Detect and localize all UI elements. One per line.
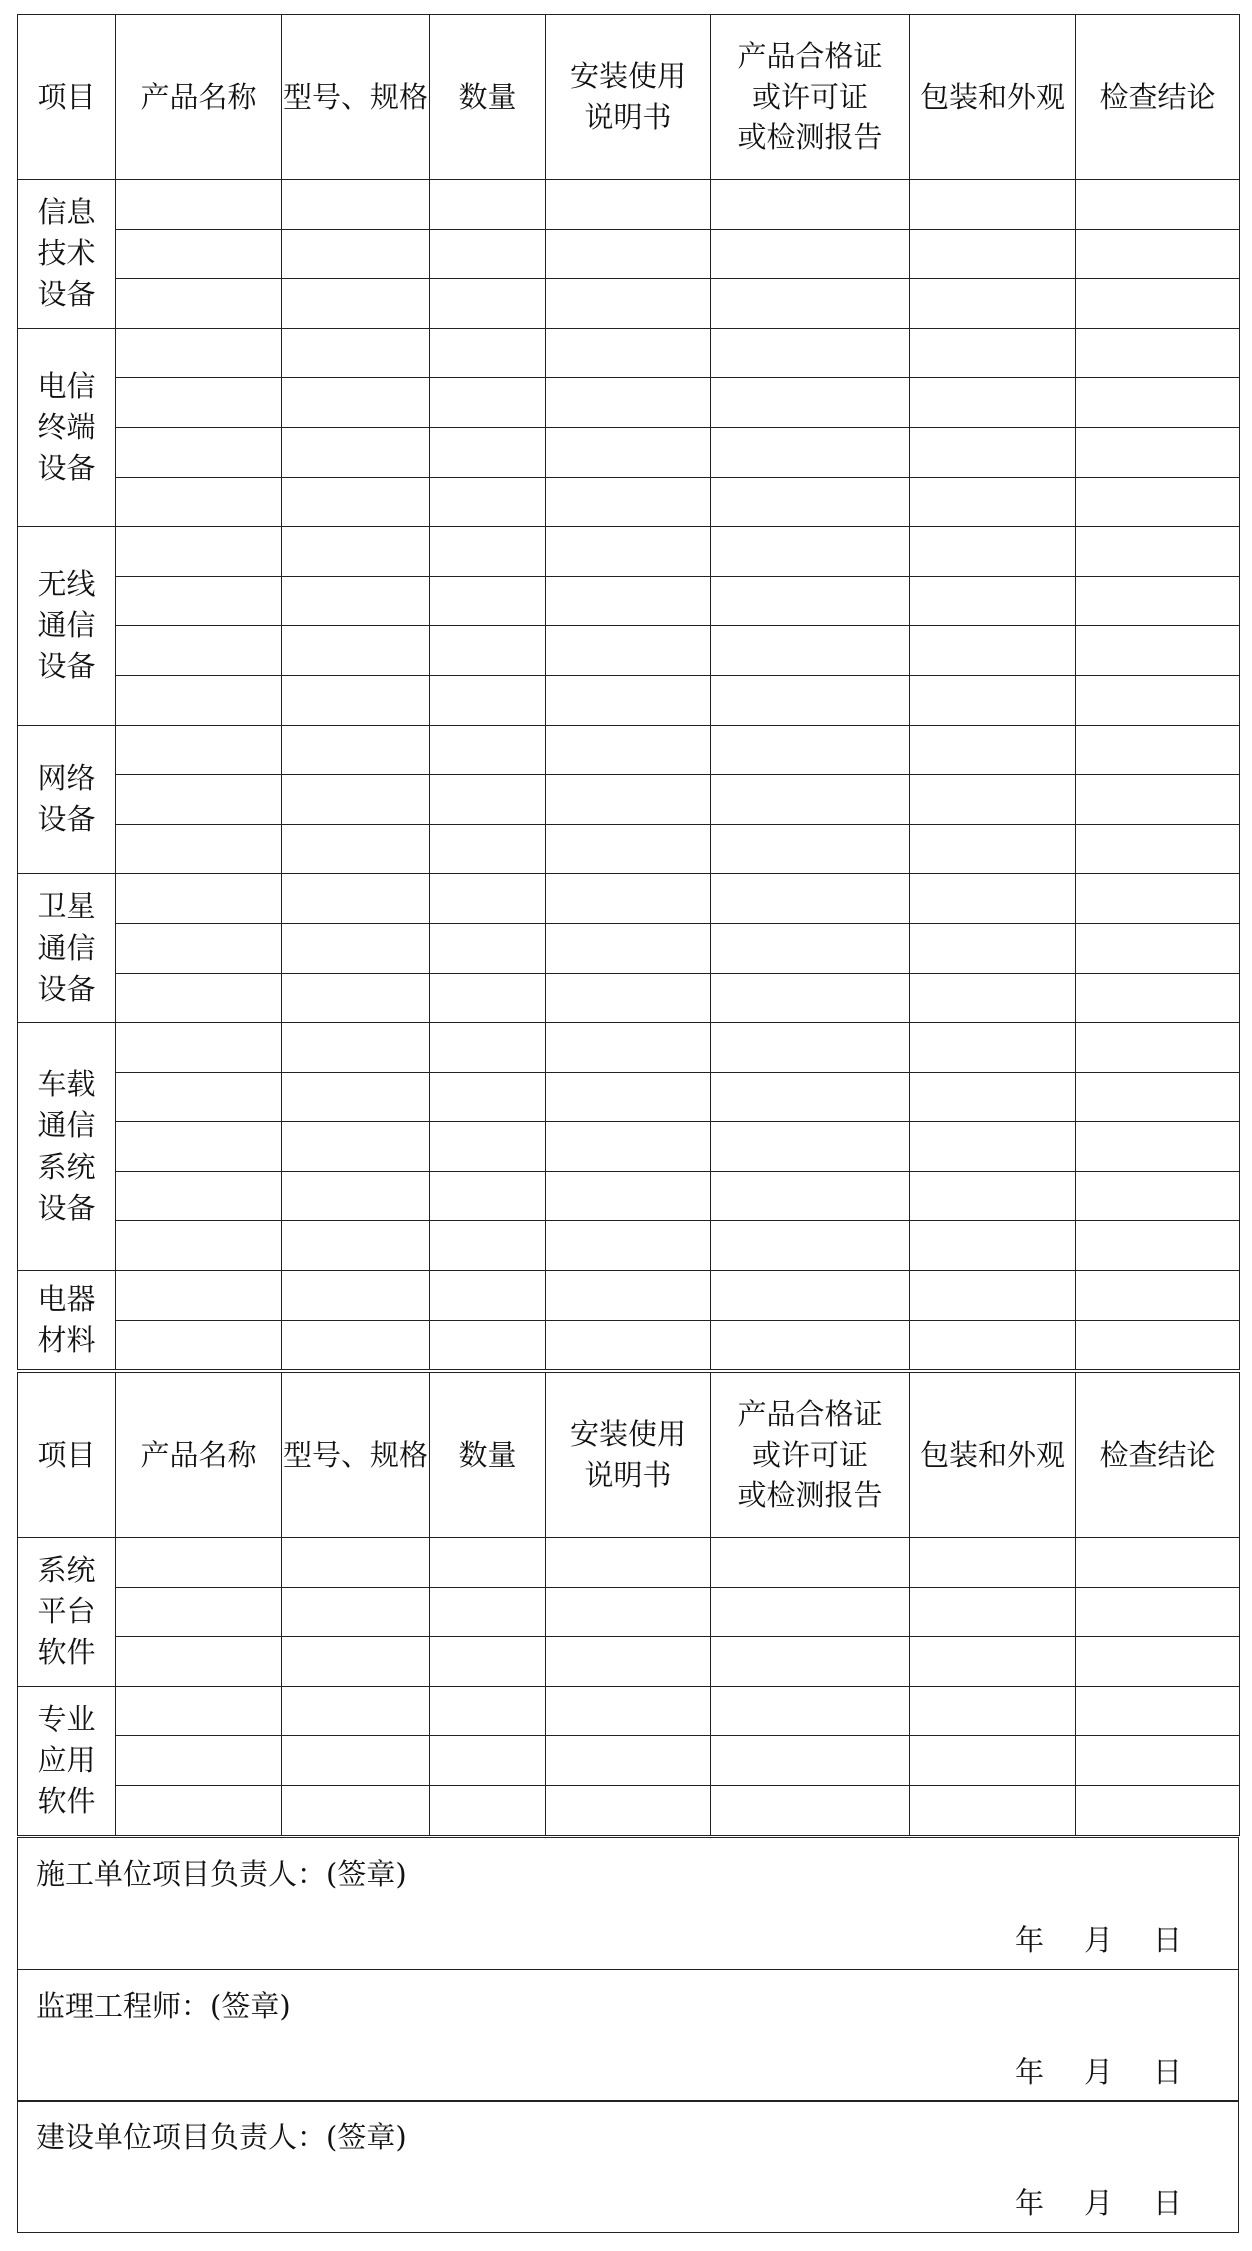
date-year-label: 年 xyxy=(1014,1923,1044,1957)
entry-cell-model-spec[interactable] xyxy=(282,1122,430,1172)
entry-cell-certificate[interactable] xyxy=(711,279,910,329)
entry-cell-quantity[interactable] xyxy=(430,1587,546,1637)
table-row xyxy=(18,1072,1240,1122)
entry-cell-model-spec[interactable] xyxy=(282,1637,430,1687)
entry-cell-packaging[interactable] xyxy=(910,527,1076,577)
entry-cell-manual[interactable] xyxy=(546,1686,711,1736)
entry-cell-certificate[interactable] xyxy=(711,1320,910,1370)
entry-cell-packaging[interactable] xyxy=(910,1171,1076,1221)
entry-cell-certificate[interactable] xyxy=(711,527,910,577)
entry-cell-quantity[interactable] xyxy=(430,1271,546,1321)
entry-cell-product-name[interactable] xyxy=(116,973,282,1023)
entry-cell-model-spec[interactable] xyxy=(282,378,430,428)
entry-cell-packaging[interactable] xyxy=(910,1072,1076,1122)
entry-cell-packaging[interactable] xyxy=(910,775,1076,825)
entry-cell-certificate[interactable] xyxy=(711,675,910,725)
entry-cell-certificate[interactable] xyxy=(711,1785,910,1835)
table-row xyxy=(18,477,1240,527)
entry-cell-quantity[interactable] xyxy=(430,1637,546,1687)
table-row xyxy=(18,279,1240,329)
entry-cell-conclusion[interactable] xyxy=(1076,1637,1240,1687)
entry-cell-model-spec[interactable] xyxy=(282,427,430,477)
entry-cell-product-name[interactable] xyxy=(116,923,282,973)
date-day-label: 日 xyxy=(1152,2186,1182,2220)
signature-label: 监理工程师：(签章) xyxy=(36,1988,291,2023)
entry-cell-manual[interactable] xyxy=(546,1072,711,1122)
entry-cell-product-name[interactable] xyxy=(116,527,282,577)
column-header-packaging: 包装和外观 xyxy=(910,1373,1076,1538)
category-label: 信息 技术 设备 xyxy=(18,180,116,329)
entry-cell-manual[interactable] xyxy=(546,923,711,973)
category-label: 电器 材料 xyxy=(18,1271,116,1370)
entry-cell-conclusion[interactable] xyxy=(1076,1023,1240,1073)
entry-cell-manual[interactable] xyxy=(546,874,711,924)
table-row xyxy=(18,427,1240,477)
entry-cell-conclusion[interactable] xyxy=(1076,775,1240,825)
entry-cell-certificate[interactable] xyxy=(711,874,910,924)
entry-cell-packaging[interactable] xyxy=(910,229,1076,279)
entry-cell-manual[interactable] xyxy=(546,1122,711,1172)
entry-cell-quantity[interactable] xyxy=(430,527,546,577)
signature-label: 施工单位项目负责人：(签章) xyxy=(36,1857,407,1891)
entry-cell-quantity[interactable] xyxy=(430,725,546,775)
entry-cell-manual[interactable] xyxy=(546,576,711,626)
entry-cell-product-name[interactable] xyxy=(116,626,282,676)
table-row xyxy=(18,824,1240,874)
entry-cell-certificate[interactable] xyxy=(711,229,910,279)
category-label: 专业 应用 软件 xyxy=(18,1686,116,1835)
date-month-label: 月 xyxy=(1083,1923,1113,1957)
entry-cell-quantity[interactable] xyxy=(430,1736,546,1786)
column-header-model-spec: 型号、规格 xyxy=(282,1373,430,1538)
entry-cell-packaging[interactable] xyxy=(910,675,1076,725)
entry-cell-model-spec[interactable] xyxy=(282,1320,430,1370)
entry-cell-quantity[interactable] xyxy=(430,328,546,378)
table-row xyxy=(18,576,1240,626)
entry-cell-product-name[interactable] xyxy=(116,328,282,378)
entry-cell-certificate[interactable] xyxy=(711,973,910,1023)
entry-cell-packaging[interactable] xyxy=(910,1320,1076,1370)
entry-cell-manual[interactable] xyxy=(546,1587,711,1637)
entry-cell-model-spec[interactable] xyxy=(282,1686,430,1736)
entry-cell-conclusion[interactable] xyxy=(1076,626,1240,676)
entry-cell-certificate[interactable] xyxy=(711,923,910,973)
entry-cell-quantity[interactable] xyxy=(430,576,546,626)
entry-cell-packaging[interactable] xyxy=(910,824,1076,874)
entry-cell-model-spec[interactable] xyxy=(282,1221,430,1271)
entry-cell-model-spec[interactable] xyxy=(282,180,430,230)
entry-cell-product-name[interactable] xyxy=(116,576,282,626)
entry-cell-packaging[interactable] xyxy=(910,1538,1076,1588)
entry-cell-product-name[interactable] xyxy=(116,378,282,428)
entry-cell-certificate[interactable] xyxy=(711,1171,910,1221)
entry-cell-quantity[interactable] xyxy=(430,1023,546,1073)
entry-cell-manual[interactable] xyxy=(546,527,711,577)
entry-cell-quantity[interactable] xyxy=(430,824,546,874)
entry-cell-certificate[interactable] xyxy=(711,725,910,775)
table-row xyxy=(18,378,1240,428)
entry-cell-packaging[interactable] xyxy=(910,874,1076,924)
date-month-label: 月 xyxy=(1083,2054,1113,2089)
entry-cell-model-spec[interactable] xyxy=(282,1271,430,1321)
entry-cell-packaging[interactable] xyxy=(910,427,1076,477)
entry-cell-model-spec[interactable] xyxy=(282,1587,430,1637)
entry-cell-model-spec[interactable] xyxy=(282,874,430,924)
entry-cell-model-spec[interactable] xyxy=(282,1023,430,1073)
entry-cell-certificate[interactable] xyxy=(711,1221,910,1271)
entry-cell-packaging[interactable] xyxy=(910,1587,1076,1637)
column-header-model-spec: 型号、规格 xyxy=(282,15,430,180)
entry-cell-manual[interactable] xyxy=(546,1736,711,1786)
table-row xyxy=(18,1271,1240,1321)
entry-cell-manual[interactable] xyxy=(546,1637,711,1687)
entry-cell-packaging[interactable] xyxy=(910,1637,1076,1687)
entry-cell-conclusion[interactable] xyxy=(1076,1785,1240,1835)
entry-cell-conclusion[interactable] xyxy=(1076,1171,1240,1221)
entry-cell-manual[interactable] xyxy=(546,180,711,230)
table-row xyxy=(18,775,1240,825)
header-row xyxy=(18,1373,1240,1538)
entry-cell-packaging[interactable] xyxy=(910,1686,1076,1736)
signature-block xyxy=(17,1969,1239,2102)
column-header-item: 项目 xyxy=(18,15,116,180)
table-row xyxy=(18,973,1240,1023)
table-row xyxy=(18,1320,1240,1370)
entry-cell-conclusion[interactable] xyxy=(1076,824,1240,874)
header-row xyxy=(18,15,1240,180)
entry-cell-conclusion[interactable] xyxy=(1076,1736,1240,1786)
entry-cell-certificate[interactable] xyxy=(711,1072,910,1122)
equipment-inspection-table-1 xyxy=(17,14,1240,1370)
entry-cell-packaging[interactable] xyxy=(910,923,1076,973)
entry-cell-model-spec[interactable] xyxy=(282,279,430,329)
entry-cell-model-spec[interactable] xyxy=(282,1785,430,1835)
column-header-product-name: 产品名称 xyxy=(116,1373,282,1538)
signature-block xyxy=(17,2100,1239,2233)
signature-date xyxy=(1015,2050,1182,2091)
entry-cell-model-spec[interactable] xyxy=(282,923,430,973)
entry-cell-packaging[interactable] xyxy=(910,1271,1076,1321)
entry-cell-certificate[interactable] xyxy=(711,427,910,477)
entry-cell-certificate[interactable] xyxy=(711,824,910,874)
entry-cell-conclusion[interactable] xyxy=(1076,1538,1240,1588)
entry-cell-packaging[interactable] xyxy=(910,328,1076,378)
entry-cell-manual[interactable] xyxy=(546,477,711,527)
entry-cell-packaging[interactable] xyxy=(910,626,1076,676)
entry-cell-certificate[interactable] xyxy=(711,1122,910,1172)
entry-cell-certificate[interactable] xyxy=(711,626,910,676)
category-label: 网络 设备 xyxy=(18,725,116,874)
equipment-inspection-table-2 xyxy=(17,1372,1240,1836)
entry-cell-manual[interactable] xyxy=(546,1221,711,1271)
entry-cell-product-name[interactable] xyxy=(116,874,282,924)
entry-cell-product-name[interactable] xyxy=(116,1023,282,1073)
entry-cell-certificate[interactable] xyxy=(711,328,910,378)
entry-cell-model-spec[interactable] xyxy=(282,527,430,577)
entry-cell-certificate[interactable] xyxy=(711,1587,910,1637)
entry-cell-certificate[interactable] xyxy=(711,1686,910,1736)
entry-cell-certificate[interactable] xyxy=(711,1023,910,1073)
column-header-manual: 安装使用 说明书 xyxy=(546,15,711,180)
entry-cell-quantity[interactable] xyxy=(430,477,546,527)
table-row xyxy=(18,923,1240,973)
entry-cell-manual[interactable] xyxy=(546,1171,711,1221)
signature-date xyxy=(1015,1918,1182,1959)
entry-cell-model-spec[interactable] xyxy=(282,775,430,825)
entry-cell-conclusion[interactable] xyxy=(1076,874,1240,924)
table-row xyxy=(18,1686,1240,1736)
table-row xyxy=(18,527,1240,577)
entry-cell-product-name[interactable] xyxy=(116,229,282,279)
column-header-item: 项目 xyxy=(18,1373,116,1538)
entry-cell-conclusion[interactable] xyxy=(1076,477,1240,527)
entry-cell-manual[interactable] xyxy=(546,328,711,378)
entry-cell-model-spec[interactable] xyxy=(282,1538,430,1588)
entry-cell-manual[interactable] xyxy=(546,1320,711,1370)
entry-cell-certificate[interactable] xyxy=(711,576,910,626)
category-label: 无线 通信 设备 xyxy=(18,527,116,725)
entry-cell-quantity[interactable] xyxy=(430,923,546,973)
entry-cell-certificate[interactable] xyxy=(711,477,910,527)
entry-cell-conclusion[interactable] xyxy=(1076,973,1240,1023)
entry-cell-model-spec[interactable] xyxy=(282,824,430,874)
entry-cell-product-name[interactable] xyxy=(116,1686,282,1736)
entry-cell-product-name[interactable] xyxy=(116,1538,282,1588)
entry-cell-quantity[interactable] xyxy=(430,775,546,825)
entry-cell-conclusion[interactable] xyxy=(1076,279,1240,329)
entry-cell-product-name[interactable] xyxy=(116,725,282,775)
column-header-manual: 安装使用 说明书 xyxy=(546,1373,711,1538)
entry-cell-model-spec[interactable] xyxy=(282,1072,430,1122)
entry-cell-conclusion[interactable] xyxy=(1076,1320,1240,1370)
entry-cell-product-name[interactable] xyxy=(116,1072,282,1122)
entry-cell-conclusion[interactable] xyxy=(1076,1072,1240,1122)
entry-cell-manual[interactable] xyxy=(546,1271,711,1321)
entry-cell-certificate[interactable] xyxy=(711,180,910,230)
entry-cell-product-name[interactable] xyxy=(116,477,282,527)
entry-cell-packaging[interactable] xyxy=(910,973,1076,1023)
entry-cell-packaging[interactable] xyxy=(910,1122,1076,1172)
entry-cell-manual[interactable] xyxy=(546,378,711,428)
entry-cell-manual[interactable] xyxy=(546,775,711,825)
date-day-label: 日 xyxy=(1152,2054,1182,2089)
entry-cell-quantity[interactable] xyxy=(430,180,546,230)
table-row xyxy=(18,1122,1240,1172)
entry-cell-conclusion[interactable] xyxy=(1076,1587,1240,1637)
entry-cell-conclusion[interactable] xyxy=(1076,328,1240,378)
entry-cell-product-name[interactable] xyxy=(116,1785,282,1835)
table-row xyxy=(18,874,1240,924)
entry-cell-manual[interactable] xyxy=(546,229,711,279)
entry-cell-manual[interactable] xyxy=(546,1023,711,1073)
table-row xyxy=(18,229,1240,279)
entry-cell-certificate[interactable] xyxy=(711,1637,910,1687)
inspection-form xyxy=(17,14,1239,2237)
entry-cell-product-name[interactable] xyxy=(116,675,282,725)
entry-cell-certificate[interactable] xyxy=(711,378,910,428)
entry-cell-quantity[interactable] xyxy=(430,229,546,279)
entry-cell-quantity[interactable] xyxy=(430,973,546,1023)
entry-cell-certificate[interactable] xyxy=(711,1271,910,1321)
category-label: 系统 平台 软件 xyxy=(18,1538,116,1687)
entry-cell-model-spec[interactable] xyxy=(282,1736,430,1786)
entry-cell-product-name[interactable] xyxy=(116,775,282,825)
entry-cell-model-spec[interactable] xyxy=(282,675,430,725)
signature-label: 建设单位项目负责人：(签章) xyxy=(36,2120,407,2154)
entry-cell-model-spec[interactable] xyxy=(282,973,430,1023)
entry-cell-conclusion[interactable] xyxy=(1076,229,1240,279)
entry-cell-quantity[interactable] xyxy=(430,279,546,329)
entry-cell-packaging[interactable] xyxy=(910,1736,1076,1786)
entry-cell-product-name[interactable] xyxy=(116,1637,282,1687)
category-label: 电信 终端 设备 xyxy=(18,328,116,526)
entry-cell-quantity[interactable] xyxy=(430,1072,546,1122)
entry-cell-product-name[interactable] xyxy=(116,1122,282,1172)
table-row xyxy=(18,1023,1240,1073)
entry-cell-model-spec[interactable] xyxy=(282,328,430,378)
entry-cell-packaging[interactable] xyxy=(910,180,1076,230)
entry-cell-manual[interactable] xyxy=(546,824,711,874)
category-label: 车载 通信 系统 设备 xyxy=(18,1023,116,1271)
entry-cell-product-name[interactable] xyxy=(116,180,282,230)
entry-cell-conclusion[interactable] xyxy=(1076,1221,1240,1271)
signature-date xyxy=(1015,2181,1182,2222)
table-row xyxy=(18,1221,1240,1271)
entry-cell-product-name[interactable] xyxy=(116,1171,282,1221)
entry-cell-product-name[interactable] xyxy=(116,427,282,477)
entry-cell-model-spec[interactable] xyxy=(282,725,430,775)
date-year-label: 年 xyxy=(1014,2054,1044,2089)
table-row xyxy=(18,626,1240,676)
entry-cell-product-name[interactable] xyxy=(116,824,282,874)
entry-cell-quantity[interactable] xyxy=(430,1122,546,1172)
entry-cell-quantity[interactable] xyxy=(430,1171,546,1221)
entry-cell-product-name[interactable] xyxy=(116,279,282,329)
column-header-conclusion: 检查结论 xyxy=(1076,1373,1240,1538)
entry-cell-conclusion[interactable] xyxy=(1076,427,1240,477)
entry-cell-quantity[interactable] xyxy=(430,378,546,428)
entry-cell-conclusion[interactable] xyxy=(1076,180,1240,230)
table-row xyxy=(18,725,1240,775)
column-header-packaging: 包装和外观 xyxy=(910,15,1076,180)
entry-cell-quantity[interactable] xyxy=(430,1686,546,1736)
entry-cell-manual[interactable] xyxy=(546,725,711,775)
column-header-quantity: 数量 xyxy=(430,1373,546,1538)
table-row xyxy=(18,1538,1240,1588)
entry-cell-conclusion[interactable] xyxy=(1076,1271,1240,1321)
entry-cell-manual[interactable] xyxy=(546,626,711,676)
entry-cell-quantity[interactable] xyxy=(430,1320,546,1370)
entry-cell-product-name[interactable] xyxy=(116,1221,282,1271)
entry-cell-model-spec[interactable] xyxy=(282,626,430,676)
entry-cell-conclusion[interactable] xyxy=(1076,923,1240,973)
entry-cell-certificate[interactable] xyxy=(711,1538,910,1588)
entry-cell-conclusion[interactable] xyxy=(1076,378,1240,428)
entry-cell-quantity[interactable] xyxy=(430,1785,546,1835)
entry-cell-manual[interactable] xyxy=(546,1538,711,1588)
entry-cell-quantity[interactable] xyxy=(430,675,546,725)
entry-cell-product-name[interactable] xyxy=(116,1736,282,1786)
entry-cell-conclusion[interactable] xyxy=(1076,1122,1240,1172)
column-header-certificate: 产品合格证 或许可证 或检测报告 xyxy=(711,15,910,180)
entry-cell-product-name[interactable] xyxy=(116,1320,282,1370)
table-row xyxy=(18,1171,1240,1221)
category-label: 卫星 通信 设备 xyxy=(18,874,116,1023)
entry-cell-conclusion[interactable] xyxy=(1076,725,1240,775)
entry-cell-manual[interactable] xyxy=(546,279,711,329)
entry-cell-conclusion[interactable] xyxy=(1076,1686,1240,1736)
entry-cell-model-spec[interactable] xyxy=(282,576,430,626)
entry-cell-packaging[interactable] xyxy=(910,1785,1076,1835)
column-header-conclusion: 检查结论 xyxy=(1076,15,1240,180)
entry-cell-manual[interactable] xyxy=(546,675,711,725)
entry-cell-packaging[interactable] xyxy=(910,477,1076,527)
entry-cell-certificate[interactable] xyxy=(711,1736,910,1786)
signature-block xyxy=(17,1837,1239,1970)
entry-cell-product-name[interactable] xyxy=(116,1271,282,1321)
table-row xyxy=(18,1785,1240,1835)
column-header-quantity: 数量 xyxy=(430,15,546,180)
entry-cell-manual[interactable] xyxy=(546,973,711,1023)
entry-cell-conclusion[interactable] xyxy=(1076,576,1240,626)
table-row xyxy=(18,675,1240,725)
entry-cell-quantity[interactable] xyxy=(430,1221,546,1271)
date-month-label: 月 xyxy=(1083,2186,1113,2220)
table-row xyxy=(18,180,1240,230)
date-day-label: 日 xyxy=(1152,1923,1182,1957)
entry-cell-certificate[interactable] xyxy=(711,775,910,825)
entry-cell-conclusion[interactable] xyxy=(1076,527,1240,577)
entry-cell-packaging[interactable] xyxy=(910,576,1076,626)
entry-cell-packaging[interactable] xyxy=(910,279,1076,329)
entry-cell-quantity[interactable] xyxy=(430,427,546,477)
column-header-certificate: 产品合格证 或许可证 或检测报告 xyxy=(711,1373,910,1538)
entry-cell-quantity[interactable] xyxy=(430,626,546,676)
table-row xyxy=(18,1587,1240,1637)
entry-cell-manual[interactable] xyxy=(546,427,711,477)
entry-cell-model-spec[interactable] xyxy=(282,229,430,279)
entry-cell-quantity[interactable] xyxy=(430,1538,546,1588)
entry-cell-packaging[interactable] xyxy=(910,725,1076,775)
entry-cell-packaging[interactable] xyxy=(910,1221,1076,1271)
entry-cell-conclusion[interactable] xyxy=(1076,675,1240,725)
table-row xyxy=(18,1736,1240,1786)
entry-cell-model-spec[interactable] xyxy=(282,1171,430,1221)
entry-cell-manual[interactable] xyxy=(546,1785,711,1835)
entry-cell-packaging[interactable] xyxy=(910,1023,1076,1073)
entry-cell-model-spec[interactable] xyxy=(282,477,430,527)
table-row xyxy=(18,328,1240,378)
table-row xyxy=(18,1637,1240,1687)
entry-cell-packaging[interactable] xyxy=(910,378,1076,428)
entry-cell-quantity[interactable] xyxy=(430,874,546,924)
date-year-label: 年 xyxy=(1014,2186,1044,2220)
entry-cell-product-name[interactable] xyxy=(116,1587,282,1637)
column-header-product-name: 产品名称 xyxy=(116,15,282,180)
